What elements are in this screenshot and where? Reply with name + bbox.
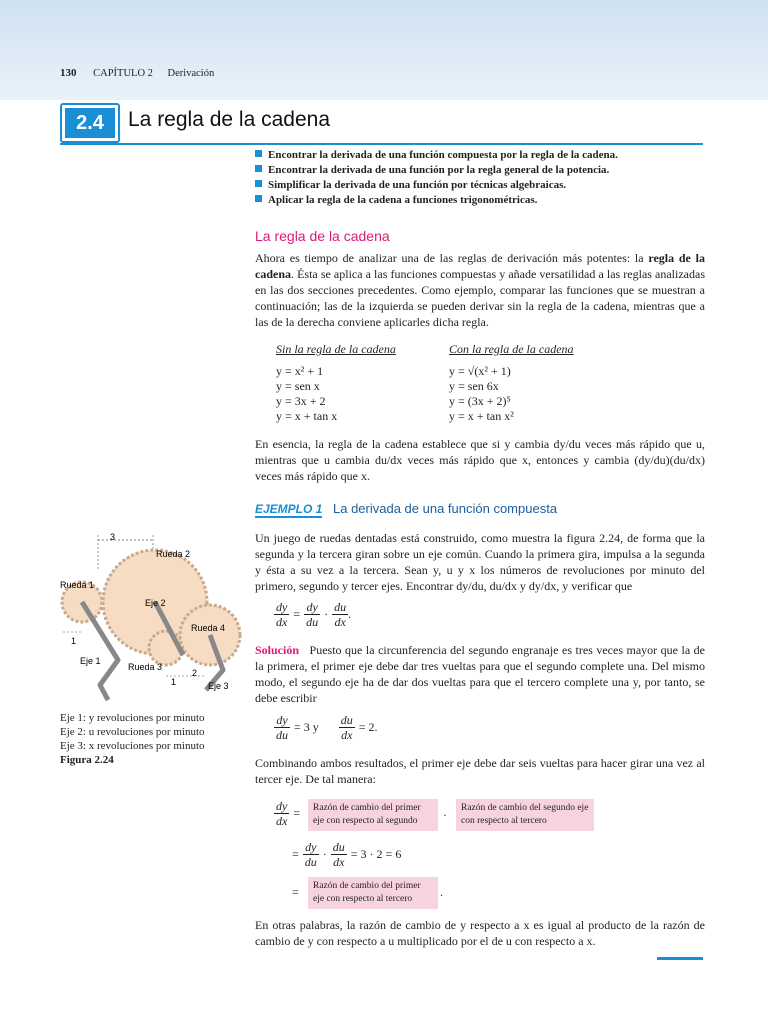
fraction: $\frac{dy}{dx}$: [276, 799, 288, 828]
table-cell: y = x + tan x²: [449, 409, 514, 423]
label-rueda-1: Rueda 1: [60, 580, 95, 590]
fraction: $\frac{du}{dx}$: [332, 840, 345, 869]
page-header-band: [0, 0, 768, 100]
ratios-equation: $\frac{dy}{du}$ = 3 y $\frac{du}{dx}$ = 2.: [276, 713, 378, 742]
page-number: 130: [60, 67, 77, 79]
label-eje-1: Eje 1: [80, 656, 101, 666]
running-header: [60, 67, 214, 79]
fraction: $\frac{du}{dx}$: [340, 713, 353, 742]
fraction: $\frac{du}{dx}$: [334, 600, 347, 629]
intro-paragraph: Ahora es tiempo de analizar una de las reglas de derivación más potentes: la regla de la cadena. Ésta se aplica a las funciones compuestas y añade versatilidad a las reglas analizadas en las dos secciones precedentes. Como ejemplo, comparar las funciones que se muestran a continuación; las de la izquierda se pueden derivar sin la regla de la cadena, mientras que a las de la derecha conviene aplicarles dicha regla.: [255, 251, 705, 329]
caption-line: Eje 3: x revoluciones por minuto: [60, 740, 205, 752]
bullet-icon: [255, 150, 262, 157]
label-rueda-4: Rueda 4: [191, 623, 226, 633]
table-right-column: [449, 364, 609, 424]
objective-1: Encontrar la derivada de una función compuesta por la regla de la cadena.: [255, 149, 705, 161]
table-cell: y = sen x: [276, 379, 320, 393]
gear-figure: [58, 530, 248, 710]
fraction: $\frac{dy}{dx}$: [276, 600, 288, 629]
rate-equation-line-2: = $\frac{dy}{du}$ · $\frac{du}{dx}$ = 3 · 2 = 6: [292, 840, 402, 869]
table-cell: y = sen 6x: [449, 379, 499, 393]
rate-box-first-second: Razón de cambio del primer eje con respecto al segundo: [308, 799, 438, 831]
example-statement: Un juego de ruedas dentadas está construido, como muestra la figura 2.24, de forma que la segunda y la tercera giran sobre un eje común. Cuando la primera gira, impulsa a la segunda y ésta a su vez a la tercera. Sean y, u y x los números de revoluciones por minuto del primero, segundo y tercer ejes. Encontrar dy/du, du/dx y dy/dx, y verificar que: [255, 531, 705, 593]
label-eje-3: Eje 3: [208, 681, 229, 691]
dimension-2-label: 2: [192, 668, 198, 678]
fraction: $\frac{dy}{du}$: [276, 713, 288, 742]
fraction: $\frac{dy}{du}$: [306, 600, 319, 629]
section-number-box: [60, 103, 120, 143]
section-rule: [60, 143, 703, 145]
rate-box-second-third: Razón de cambio del segundo eje con respecto al tercero: [456, 799, 594, 831]
table-cell: y = √(x² + 1): [449, 364, 511, 378]
caption-line: Eje 1: y revoluciones por minuto: [60, 712, 205, 724]
figure-number: Figura 2.24: [60, 754, 114, 766]
example-title: La derivada de una función compuesta: [333, 501, 558, 516]
dimension-1-label: 1: [71, 636, 77, 646]
table-cell: y = 3x + 2: [276, 394, 326, 408]
chapter-label: CAPÍTULO 2: [93, 68, 153, 79]
chapter-title: Derivación: [167, 68, 215, 79]
fraction: $\frac{dy}{du}$: [304, 840, 317, 869]
dimension-1b-label: 1: [171, 677, 177, 687]
chain-rule-equation: $\frac{dy}{dx}$ = $\frac{dy}{du}$ · $\frac{du}{dx}$ .: [276, 600, 352, 629]
objective-4: Aplicar la regla de la cadena a funciones trigonométricas.: [255, 194, 705, 206]
label-rueda-2: Rueda 2: [156, 549, 191, 559]
bullet-icon: [255, 165, 262, 172]
solution-paragraph: Solución Puesto que la circunferencia del segundo engranaje es tres veces mayor que la de la primera, el primer eje debe dar tres vueltas para que el segundo complete una. Del mismo modo, el segundo eje ha de dar dos vueltas para que el tercero complete una y, por tanto, se debe escribir: [255, 643, 705, 705]
label-eje-2: Eje 2: [145, 598, 166, 608]
end-rule: [657, 957, 703, 960]
table-header-right: Con la regla de la cadena: [449, 342, 574, 356]
bullet-icon: [255, 180, 262, 187]
dimension-3-label: 3: [110, 532, 116, 542]
conclusion-paragraph: En otras palabras, la razón de cambio de y respecto a x es igual al producto de la razón de cambio de y con respecto a u multiplicado por el de u con respecto a x.: [255, 918, 705, 948]
multiply-dot: ·: [443, 808, 447, 822]
table-header-left: Sin la regla de la cadena: [276, 342, 396, 356]
combining-paragraph: Combinando ambos resultados, el primer eje debe dar seis vueltas para hacer girar una vez al tercer eje. De tal manera:: [255, 756, 705, 786]
objective-3: Simplificar la derivada de una función por técnicas algebraicas.: [255, 179, 705, 191]
caption-line: Eje 2: u revoluciones por minuto: [60, 726, 205, 738]
section-number: 2.4: [65, 108, 115, 138]
table-cell: y = (3x + 2)⁵: [449, 394, 511, 408]
objective-2: Encontrar la derivada de una función por la regla general de la potencia.: [255, 164, 705, 176]
example-label: EJEMPLO 1: [255, 502, 323, 516]
rate-box-first-third: Razón de cambio del primer eje con respecto al tercero: [308, 877, 438, 909]
rate-equation-line-1: $\frac{dy}{dx}$ =: [276, 799, 301, 828]
bullet-icon: [255, 195, 262, 202]
table-cell: y = x + tan x: [276, 409, 338, 423]
equals-sign: =: [292, 885, 299, 899]
essence-paragraph: En esencia, la regla de la cadena establece que si y cambia dy/du veces más rápido que u, mientras que u cambia du/dx veces más rápido que x, entonces y cambia (dy/du)(du/dx) veces más rápido que x.: [255, 437, 705, 483]
period: .: [440, 885, 443, 899]
subsection-title: La regla de la cadena: [255, 228, 390, 244]
table-cell: y = x² + 1: [276, 364, 324, 378]
section-title: La regla de la cadena: [128, 108, 330, 131]
table-left-column: [276, 364, 426, 424]
label-rueda-3: Rueda 3: [128, 662, 163, 672]
figure-caption: [60, 711, 205, 767]
